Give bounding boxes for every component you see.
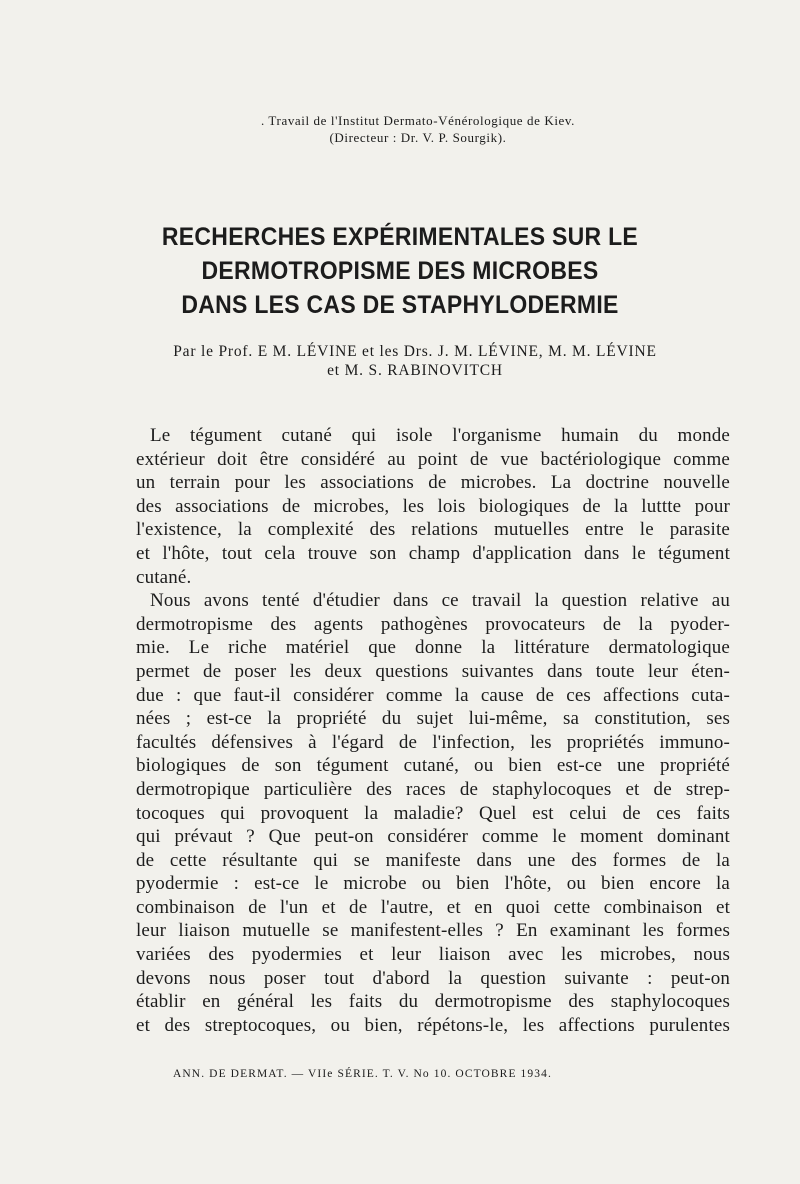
body-line: facultés défensives à l'égard de l'infection, les propriétés immuno- <box>136 731 730 753</box>
affiliation <box>0 112 800 146</box>
body-line: extérieur doit être considéré au point de vue bactériologique comme <box>136 448 730 470</box>
title-line: RECHERCHES EXPÉRIMENTALES SUR LE <box>161 223 639 251</box>
body-line: dermotropisme des agents pathogènes provocateurs de la pyoder- <box>136 613 730 635</box>
body-line: variées des pyodermies et leur liaison avec les microbes, nous <box>136 944 730 966</box>
body-line: combinaison de l'un et de l'autre, et en quoi cette combinaison et <box>136 896 730 918</box>
body-line: due : que faut-il considérer comme la cause de ces affections cuta- <box>136 684 730 706</box>
body-line: qui prévaut ? Que peut-on considérer comme le moment dominant <box>136 826 730 848</box>
body-text <box>136 424 730 1037</box>
title-line: DANS LES CAS DE STAPHYLODERMIE <box>181 291 619 319</box>
body-line: permet de poser les deux questions suivantes dans toute leur éten- <box>136 660 730 682</box>
body-line: et l'hôte, tout cela trouve son champ d'application dans le tégument <box>136 542 730 564</box>
affiliation-line: (Directeur : Dr. V. P. Sourgik). <box>329 130 507 145</box>
body-line: mie. Le riche matériel que donne la littérature dermatologique <box>136 637 730 659</box>
body-line: l'existence, la complexité des relations mutuelles entre le parasite <box>136 519 730 541</box>
body-line: des associations de microbes, les lois biologiques de la luttte pour <box>136 495 730 517</box>
body-line: pyodermie : est-ce le microbe ou bien l'hôte, ou bien encore la <box>136 873 730 895</box>
body-line: un terrain pour les associations de microbes. La doctrine nouvelle <box>136 472 730 494</box>
body-line: tocoques qui provoquent la maladie? Quel est celui de ces faits <box>136 802 730 824</box>
article-title <box>32 220 768 322</box>
body-line: cutané. <box>136 566 192 588</box>
body-line: leur liaison mutuelle se manifestent-elles ? En examinant les formes <box>136 920 730 942</box>
body-line: Le tégument cutané qui isole l'organisme humain du monde <box>150 425 730 446</box>
body-line: biologiques de son tégument cutané, ou bien est-ce une propriété <box>136 755 730 777</box>
body-line: de cette résultante qui se manifeste dans une des formes de la <box>136 849 730 871</box>
body-line: établir en général les faits du dermotropisme des staphylocoques <box>136 991 730 1013</box>
body-line: Nous avons tenté d'étudier dans ce travail la question relative au <box>150 590 730 612</box>
body-line: et des streptocoques, ou bien, répétons-le, les affections purulentes <box>136 1014 730 1036</box>
affiliation-line: . Travail de l'Institut Dermato-Vénérologique de Kiev. <box>260 113 576 128</box>
authors-line: Par le Prof. E M. LÉVINE et les Drs. J. M. LÉVINE, M. M. LÉVINE <box>173 343 657 360</box>
body-line: devons nous poser tout d'abord la question suivante : peut-on <box>136 967 730 989</box>
page-footer: ANN. DE DERMAT. — VIIe SÉRIE. T. V. No 10. OCTOBRE 1934. <box>173 1068 552 1080</box>
body-line: dermotropique particulière des races de staphylocoques et de strep- <box>136 778 730 800</box>
authors <box>0 342 800 380</box>
authors-line: et M. S. RABINOVITCH <box>327 362 503 379</box>
body-line: nées ; est-ce la propriété du sujet lui-même, sa constitution, ses <box>136 708 730 730</box>
title-line: DERMOTROPISME DES MICROBES <box>201 257 599 285</box>
